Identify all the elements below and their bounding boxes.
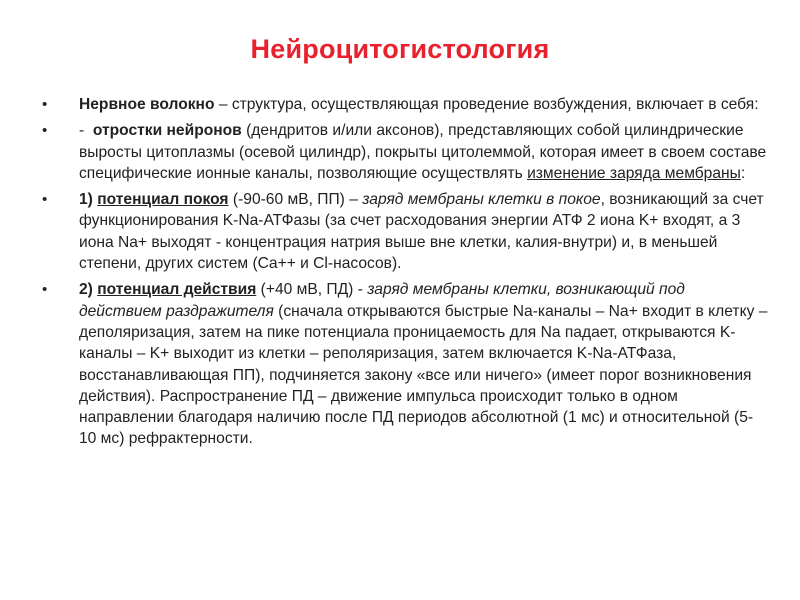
prefix-resting-potential: 1) [79, 191, 98, 209]
bullet-list [42, 94, 770, 455]
text2-resting-potential: , возникающий за счет функционирования K-Na-АТФазы (за счет расходования энергии АТФ 2 иона K+ входят, а 3 иона Na+ выходят - концентрация натрия выше вне клетки, калия-внутри) и, в меньшей степени, других систем (Ca++ и Cl-насосов). [79, 191, 764, 273]
prefix-action-potential: 2) [79, 281, 98, 299]
text1-resting-potential: (-90-60 мВ, ПП) – [228, 191, 363, 209]
term-resting-potential: потенциал покоя [97, 191, 229, 209]
underlined-membrane-charge: изменение заряда мембраны [527, 164, 741, 182]
bullet-icon: • [42, 281, 48, 299]
term-nerve-fiber: Нервное волокно [79, 96, 215, 113]
prefix-neuron-processes: - [79, 122, 93, 140]
text-nerve-fiber: – структура, осуществляющая проведение возбуждения, включает в себя: [214, 96, 759, 113]
bullet-item-resting-potential [42, 189, 770, 274]
text2-action-potential: (сначала открываются быстрые Na-каналы – Na+ входит в клетку – деполяризация, затем на пике потенциала проницаемость для Na падает, открываются K-каналы – K+ выходит из клетки – реполяризация, затем включается K-Na-АТФаза, восстанавливающая ПП), подчиняется закону «все или ничего» (имеет порог возникновения действия). Распространение ПД – движение импульса происходит только в одном направлении благодаря наличию после ПД периодов абсолютной (1 мс) и относительной (5-10 мс) рефрактерности. [79, 302, 768, 448]
bullet-item-nerve-fiber [42, 94, 770, 115]
text1-action-potential: (+40 мВ, ПД) - [256, 281, 368, 299]
italic-resting-potential: заряд мембраны клетки в покое [362, 191, 601, 209]
term-neuron-processes: отростки нейронов [92, 122, 242, 140]
bullet-icon: • [42, 122, 48, 140]
bullet-item-neuron-processes [42, 120, 770, 184]
bullet-icon: • [42, 96, 48, 113]
term-action-potential: потенциал действия [97, 281, 257, 299]
slide-title: Нейроцитогистология [250, 34, 550, 64]
suffix-neuron-processes: : [740, 164, 746, 182]
bullet-icon: • [42, 191, 48, 209]
text-neuron-processes: (дендритов и/или аксонов), представляющих собой цилиндрические выросты цитоплазмы (осевой цилиндр), покрыты цитолеммой, которая имеет в своем составе специфические ионные каналы, позволяющие осуществлять [79, 122, 767, 182]
italic-action-potential: заряд мембраны клетки, возникающий под действием раздражителя [79, 281, 685, 320]
bullet-item-action-potential [42, 279, 770, 449]
